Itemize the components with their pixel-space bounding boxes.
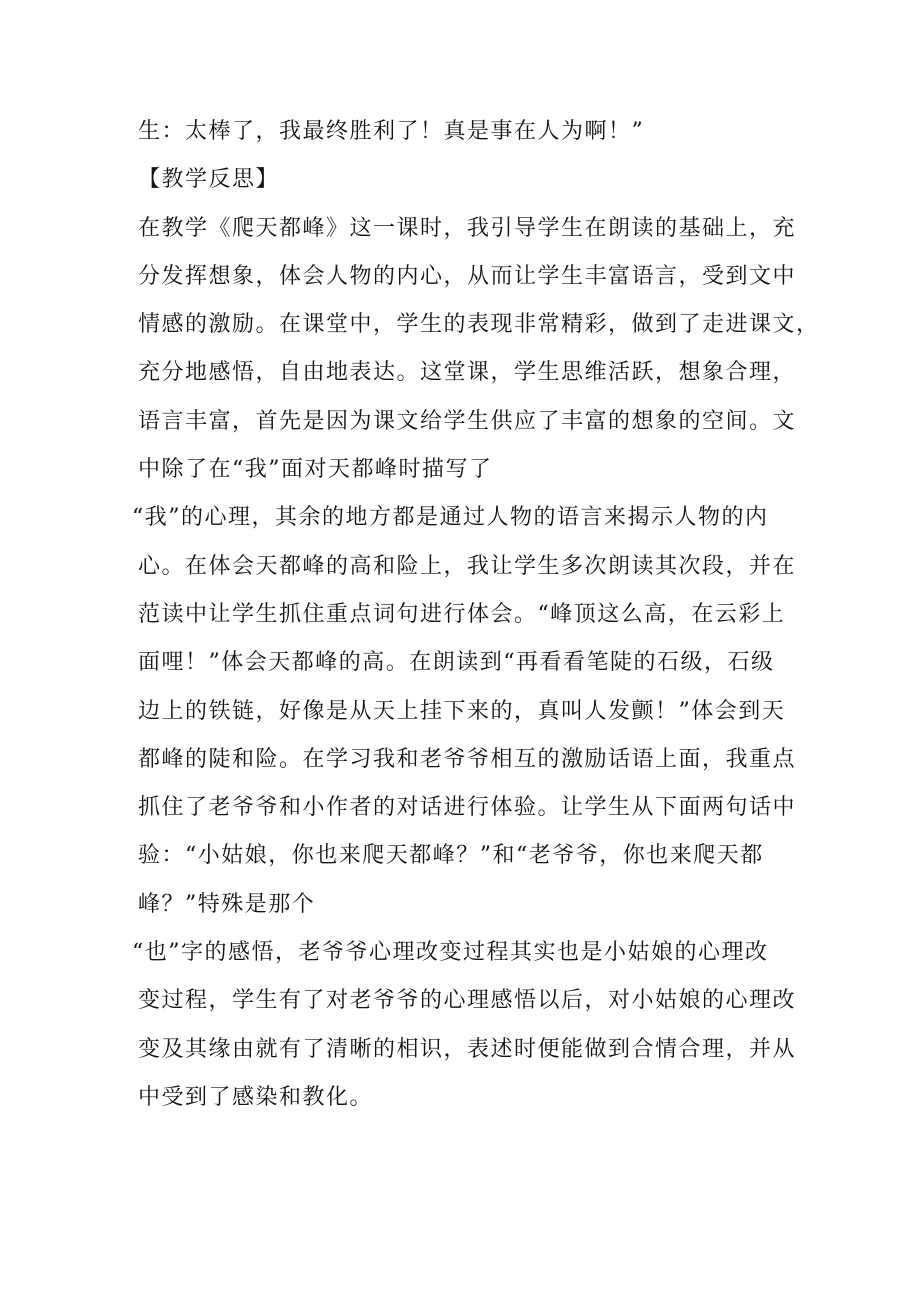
text-line: 语言丰富，首先是因为课文给学生供应了丰富的想象的空间。文 [138,408,797,434]
text-line: 范读中让学生抓住重点词句进行体会。“峰顶这么高，在云彩上 [138,601,786,627]
text-line: 验：“小姑娘，你也来爬天都峰？”和“老爷爷，你也来爬天都 [138,843,764,869]
text-line: “也”字的感悟，老爷爷心理改变过程其实也是小姑娘的心理改 [132,940,769,966]
text-line: 面哩！”体会天都峰的高。在朗读到“再看看笔陡的石级，石级 [138,650,775,676]
text-line: 边上的铁链，好像是从天上挂下来的，真叫人发颤！”体会到天 [138,698,786,724]
text-line: 中除了在“我”面对天都峰时描写了 [138,457,493,483]
text-line: 变及其缘由就有了清晰的相识，表述时便能做到合情合理，并从 [138,1036,797,1062]
text-line: 分发挥想象，体会人物的内心，从而让学生丰富语言，受到文中 [138,263,797,289]
text-line: 在教学《爬天都峰》这一课时，我引导学生在朗读的基础上，充 [138,215,797,241]
text-line: 变过程，学生有了对老爷爷的心理感悟以后，对小姑娘的心理改 [138,988,797,1014]
text-line: “我”的心理，其余的地方都是通过人物的语言来揭示人物的内 [132,505,769,531]
section-heading: 【教学反思】 [138,167,280,193]
text-line: 抓住了老爷爷和小作者的对话进行体验。让学生从下面两句话中 [138,795,797,821]
text-line: 峰？”特殊是那个 [138,891,316,917]
text-line: 都峰的陡和险。在学习我和老爷爷相互的激励话语上面，我重点 [138,746,797,772]
text-line: 充分地感悟，自由地表达。这堂课，学生思维活跃，想象合理， [138,360,797,386]
text-line: 中受到了感染和教化。 [138,1084,374,1110]
document-body [132,108,820,1122]
text-line: 情感的激励。在课堂中，学生的表现非常精彩，做到了走进课文， [138,312,820,338]
text-line: 生：太棒了，我最终胜利了！真是事在人为啊！” [138,119,645,144]
text-line: 心。在体会天都峰的高和险上，我让学生多次朗读其次段，并在 [138,553,797,579]
